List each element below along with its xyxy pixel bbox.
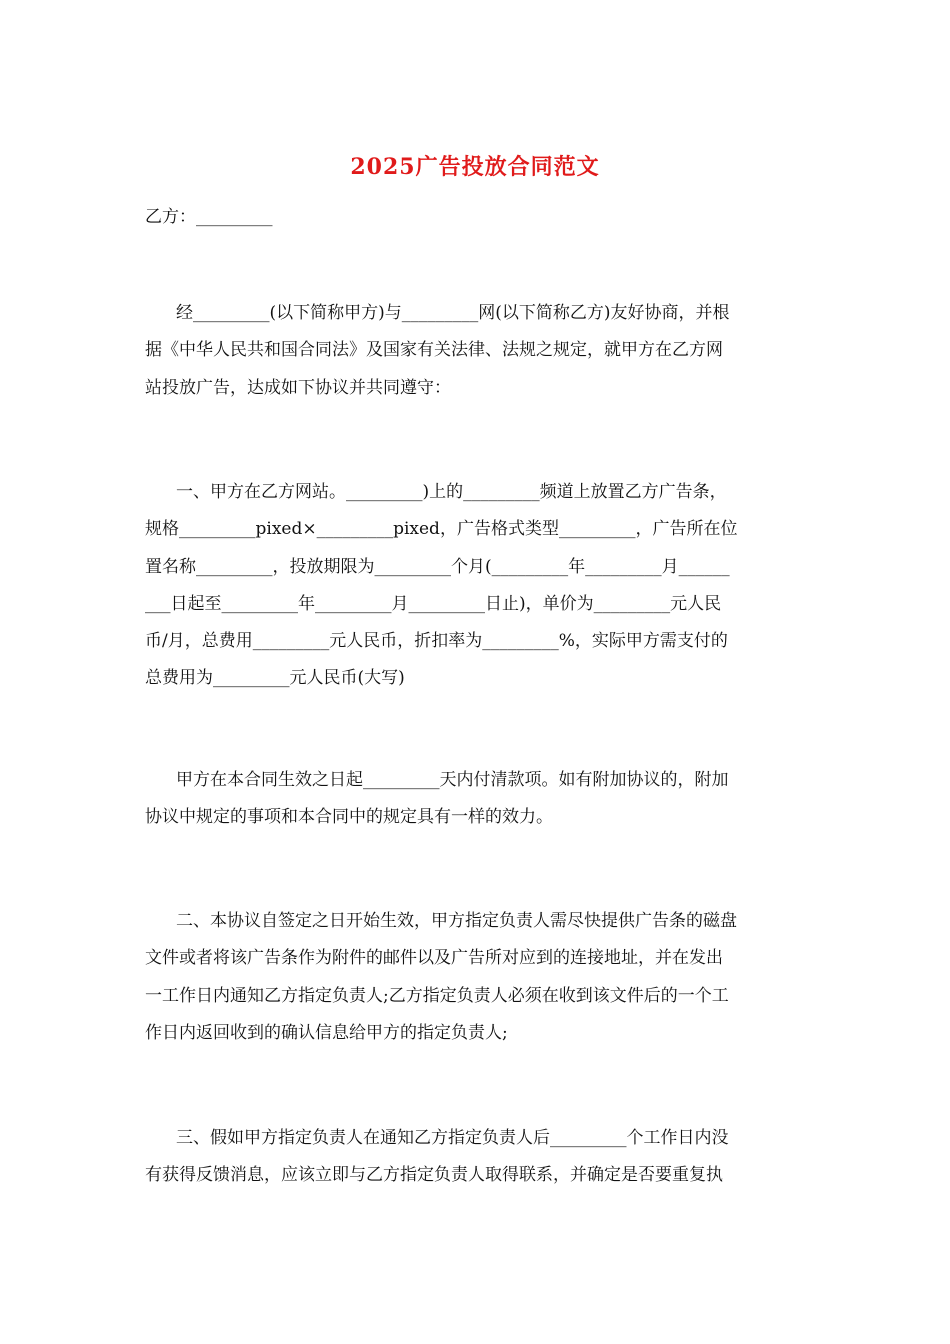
- paragraph-clause-2: [145, 903, 805, 1052]
- document-title: 2025广告投放合同范文: [350, 154, 600, 180]
- paragraph-intro: [145, 295, 805, 407]
- paragraph-payment: [145, 762, 805, 837]
- paragraph-line: 文件或者将该广告条作为附件的邮件以及广告所对应到的连接地址，并在发出: [145, 948, 723, 969]
- paragraph-line: 据《中华人民共和国合同法》及国家有关法律、法规之规定，就甲方在乙方网: [145, 340, 723, 361]
- paragraph-line: 经_________(以下简称甲方)与_________网(以下简称乙方)友好协商，并根: [176, 303, 730, 323]
- paragraph-clause-1: [145, 474, 805, 698]
- paragraph-line: 总费用为_________元人民币(大写): [145, 668, 405, 689]
- paragraph-line: 有获得反馈消息，应该立即与乙方指定负责人取得联系，并确定是否要重复执: [145, 1165, 723, 1186]
- paragraph-line: 一、甲方在乙方网站。_________)上的_________频道上放置乙方广告条，: [176, 482, 727, 502]
- paragraph-line: ___日起至_________年_________月_________日止)，单价为_________元人民: [145, 593, 722, 614]
- paragraph-line: 站投放广告，达成如下协议并共同遵守：: [145, 377, 451, 398]
- paragraph-line: 币/月，总费用_________元人民币，折扣率为_________%，实际甲方需支付的: [145, 631, 728, 652]
- paragraph-line: 作日内返回收到的确认信息给甲方的指定负责人;: [145, 1022, 508, 1043]
- paragraph-line: 甲方在本合同生效之日起_________天内付清款项。如有附加协议的，附加: [176, 770, 729, 790]
- paragraph-line: 协议中规定的事项和本合同中的规定具有一样的效力。: [145, 807, 553, 828]
- paragraph-line: 二、本协议自签定之日开始生效，甲方指定负责人需尽快提供广告条的磁盘: [176, 911, 737, 931]
- paragraph-line: 一工作日内通知乙方指定负责人;乙方指定负责人必须在收到该文件后的一个工: [145, 985, 729, 1006]
- paragraph-line: 三、假如甲方指定负责人在通知乙方指定负责人后_________个工作日内没: [176, 1128, 729, 1148]
- paragraph-line: 规格_________pixed×_________pixed，广告格式类型_________，广告所在位: [145, 519, 738, 540]
- party-b-line: 乙方：_________: [145, 207, 273, 227]
- paragraph-line: 置名称_________，投放期限为_________个月(_________年_________月______: [145, 556, 730, 577]
- paragraph-clause-3: [145, 1120, 805, 1195]
